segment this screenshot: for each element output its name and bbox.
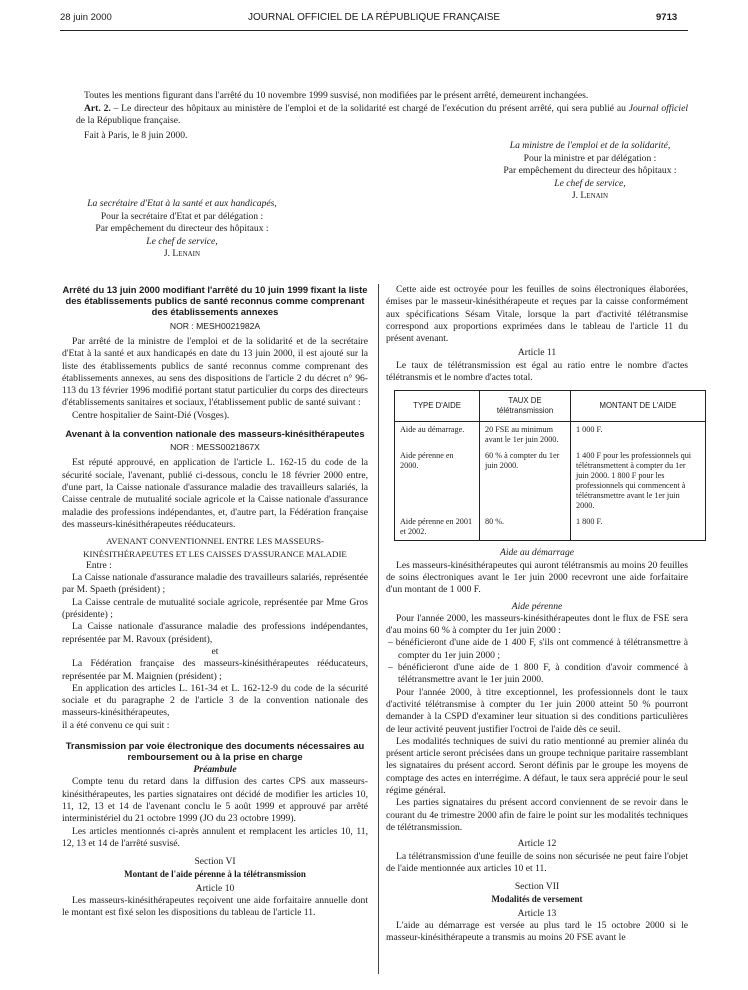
preambule-paragraph-2: Les articles mentionnés ci-après annulent et remplacent les articles 10, 11, 12, 13 et 14 de l'arrêté susvisé. — [62, 825, 368, 849]
article-13-paragraph: L'aide au démarrage est versée au plus tard le 15 octobre 2000 si le masseur-kinésithérapeute a transmis au moins 20 FSE avant le — [386, 919, 688, 944]
taux-paragraph: Le taux de télétransmission est égal au ratio entre le nombre d'actes télétransmis et le nombre d'actes total. — [386, 359, 688, 384]
et-label: et — [211, 645, 219, 657]
table-header-cell: TAUX DE télétransmission — [480, 391, 571, 422]
header-journal-title: JOURNAL OFFICIEL DE LA RÉPUBLIQUE FRANÇAISE — [248, 12, 501, 23]
aide-perenne-heading: Aide pérenne — [511, 600, 563, 612]
avenant-title: Avenant à la convention nationale des masseurs-kinésithérapeutes — [65, 427, 365, 439]
entre-label: Entre : — [86, 559, 112, 571]
table-cell: 60 % à compter du 1er juin 2000. — [480, 448, 571, 514]
article-2-label: Art. 2. — [84, 102, 111, 114]
article-11-heading: Article 11 — [517, 347, 557, 359]
table-header-cell: TYPE D'AIDE — [395, 391, 480, 422]
aide-demarrage-heading: Aide au démarrage — [499, 547, 575, 559]
transmission-title: Transmission par voie électronique des documents nécessaires au remboursement ou à la prise en charge — [65, 740, 365, 763]
aide-perenne-dash-2: – bénéficieront d'une aide de 1 800 F, à condition d'avoir commencé à télétransmettre avant le 1er juin 2000. — [388, 662, 688, 686]
decree-title: Arrêté du 13 juin 2000 modifiant l'arrêté du 10 juin 1999 fixant la liste des établissements publics de santé reconnus comme comprenant des établissements annexes — [62, 284, 368, 318]
article-12-heading: Article 12 — [517, 838, 557, 850]
convenu-paragraph: il a été convenu ce qui suit : — [62, 719, 170, 731]
article-12-paragraph: La télétransmission d'une feuille de soins non sécurisée ne peut faire l'objet de l'aide mentionnée aux articles 10 et 11. — [386, 850, 688, 874]
aide-perenne-dash-1: – bénéficieront d'une aide de 1 400 F, s'ils ont commencé à télétransmettre à compter du 1er juin 2000 ; — [388, 637, 688, 661]
right-column — [386, 284, 692, 945]
table-row — [395, 514, 706, 541]
table-cell: Aide pérenne en 2001 et 2002. — [395, 514, 480, 541]
article-10-heading: Article 10 — [195, 882, 235, 894]
article-10-paragraph: Les masseurs-kinésithérapeutes reçoivent une aide forfaitaire annuelle dont le montant est fixé selon les dispositions du tableau de l'article 11. — [62, 894, 368, 919]
header-page-number: 9713 — [656, 12, 678, 23]
aide-perenne-paragraph: Pour l'année 2000, les masseurs-kinésithérapeutes dont le flux de FSE sera d'au moins 60 % à compter du 1er juin 2000 : — [386, 612, 688, 637]
top-paragraph-3: Fait à Paris, le 8 juin 2000. — [84, 129, 188, 141]
table-row — [395, 448, 706, 514]
application-paragraph: En application des articles L. 161-34 et L. 162-12-9 du code de la sécurité sociale et du paragraphe 2 de l'article 3 de la convention nationale des masseurs-kinésithérapeutes, — [62, 682, 368, 719]
preambule-paragraph-1: Compte tenu du retard dans la diffusion des cartes CPS aux masseurs-kinésithérapeutes, les parties signataires ont décidé de modifier les articles 10, 11, 12, 13 et 14 de l'avenant conclu le 5 août 1999 et approuvé par arrêté interministériel du 21 octobre 1999 (JO du 23 octobre 1999). — [62, 776, 368, 825]
signature-left: La secrétaire d'Etat à la santé et aux handicapés, Pour la secrétaire d'Etat et par délégation : Par empêchement du directeur des hôpitaux : Le chef de service, J. Lenain — [87, 198, 277, 259]
table-cell: 80 %. — [480, 514, 571, 541]
table-cell: 1 000 F. — [571, 422, 706, 449]
article-13-heading: Article 13 — [517, 907, 557, 919]
header-date: 28 juin 2000 — [60, 12, 112, 23]
table-row — [395, 422, 706, 449]
column-separator — [378, 284, 379, 974]
table-cell: Aide pérenne en 2000. — [395, 448, 480, 514]
nor-reference-2: NOR : MESS0021867X — [170, 442, 260, 453]
table-header-row — [395, 391, 706, 422]
aide-demarrage-paragraph: Les masseurs-kinésithérapeutes qui auront télétransmis au moins 20 feuilles de soins électroniques avant le 1er juin 2000 recevront une aide forfaitaire d'un montant de 1 000 F. — [386, 559, 688, 596]
aid-table — [394, 390, 706, 541]
preambule-heading: Préambule — [193, 764, 237, 776]
table-header-cell: MONTANT DE L'AIDE — [571, 391, 706, 422]
table-cell: Aide au démarrage. — [395, 422, 480, 449]
versement-heading: Modalités de versement — [491, 894, 583, 905]
montant-heading: Montant de l'aide pérenne à la télétransmission — [124, 869, 306, 880]
top-paragraphs — [76, 90, 688, 142]
avenant-approval-paragraph: Est réputé approuvé, en application de l'article L. 162-15 du code de la sécurité sociale, l'avenant, publié ci-dessous, conclu le 18 février 2000 entre, d'une part, la Caisse nationale d'assurance maladie des travailleurs salariés, la Caisse centrale de mutualité sociale agricole et la Caisse nationale d'assurance maladie des professions indépendantes, et, d'autre part, la Fédération française des masseurs-kinésithérapeutes rééducateurs. — [62, 457, 368, 530]
exception-paragraph: Pour l'année 2000, à titre exceptionnel, les professionnels dont le taux d'activité télétransmise à compter du 1er juin 2000 atteint 50 % pourront demander à la CSPD d'examiner leur situation si des conditions particulières de leur activité peuvent justifier l'octroi de l'aide dès ce seuil. — [386, 686, 688, 735]
table-cell: 1 400 F pour les professionnels qui télétransmettent à compter du 1er juin 2000. 1 800 F pour les professionnels qui commencent à télétransmettre avant le 1er juin 2000. — [571, 448, 706, 514]
table-cell: 20 FSE au minimum avant le 1er juin 2000. — [480, 422, 571, 449]
signature-right: La ministre de l'emploi et de la solidarité, Pour la ministre et par délégation : Par empêchement du directeur des hôpitaux : Le chef de service, J. Lenain — [503, 140, 677, 201]
top-paragraph-2: Art. 2. – Le directeur des hôpitaux au ministère de l'emploi et de la solidarité est chargé de l'exécution du présent arrêté, qui sera publié au Journal officiel de la République française. — [76, 102, 688, 126]
signataires-paragraph: Les parties signataires du présent accord conviennent de se revoir dans le courant du 4e trimestre 2000 afin de faire le point sur les modalités techniques de télétransmission. — [386, 797, 688, 833]
table-cell: 1 800 F. — [571, 514, 706, 541]
section-7-heading: Section VII — [514, 881, 560, 893]
header-rule — [60, 30, 688, 31]
party-1: La Caisse nationale d'assurance maladie des travailleurs salariés, représentée par M. Spaeth (président) ; — [62, 572, 368, 596]
hospital-name: Centre hospitalier de Saint-Dié (Vosges). — [72, 409, 230, 421]
party-3: La Caisse nationale d'assurance maladie des professions indépendantes, représentée par M. Ravoux (président), — [62, 621, 368, 645]
modalites-paragraph: Les modalités techniques de suivi du ratio mentionné au premier alinéa du présent article seront précisées dans un groupe technique paritaire rassemblant les signataires du présent accord. Seront définis par le groupe les moyens de comptage des actes en interrégime. A défaut, le taux sera apprécié pour le seul régime général. — [386, 735, 688, 797]
nor-reference-1: NOR : MESH0021982A — [169, 320, 261, 331]
top-paragraph-1: Toutes les mentions figurant dans l'arrêté du 10 novembre 1999 susvisé, non modifiées par le présent arrêté, demeurent inchangées. — [84, 90, 589, 101]
section-6-heading: Section VI — [194, 856, 236, 868]
party-4: La Fédération française des masseurs-kinésithérapeutes rééducateurs, représentée par M. Maignien (président) ; — [62, 658, 368, 682]
decree-paragraph: Par arrêté de la ministre de l'emploi et de la solidarité et de la secrétaire d'Etat à la santé et aux handicapés en date du 13 juin 2000, il est ajouté sur la liste des établissements publics de santé reconnus comme comprenant des établissements annexes, au sens des dispositions de l'article 2 du décret n° 96-113 du 13 février 1996 modifié portant statut particulier du corps des directeurs d'établissements sanitaires et sociaux, l'établissement public de santé suivant : — [62, 335, 368, 409]
left-column — [62, 284, 368, 920]
party-2: La Caisse centrale de mutualité sociale agricole, représentée par Mme Gros (présidente) ; — [62, 596, 368, 621]
aide-paragraph: Cette aide est octroyée pour les feuilles de soins électroniques élaborées, émises par le masseur-kinésithérapeute et reçues par la caisse conformément aux spécifications Sésam Vitale, lorsque la part d'activité télétransmise correspond aux proportions exprimées dans le tableau de l'article 11 du présent avenant. — [386, 284, 688, 345]
avenant-heading: AVENANT CONVENTIONNEL ENTRE LES MASSEURS-KINÉSITHÉRAPEUTES ET LES CAISSES D'ASSURANCE MALADIE — [83, 536, 347, 559]
